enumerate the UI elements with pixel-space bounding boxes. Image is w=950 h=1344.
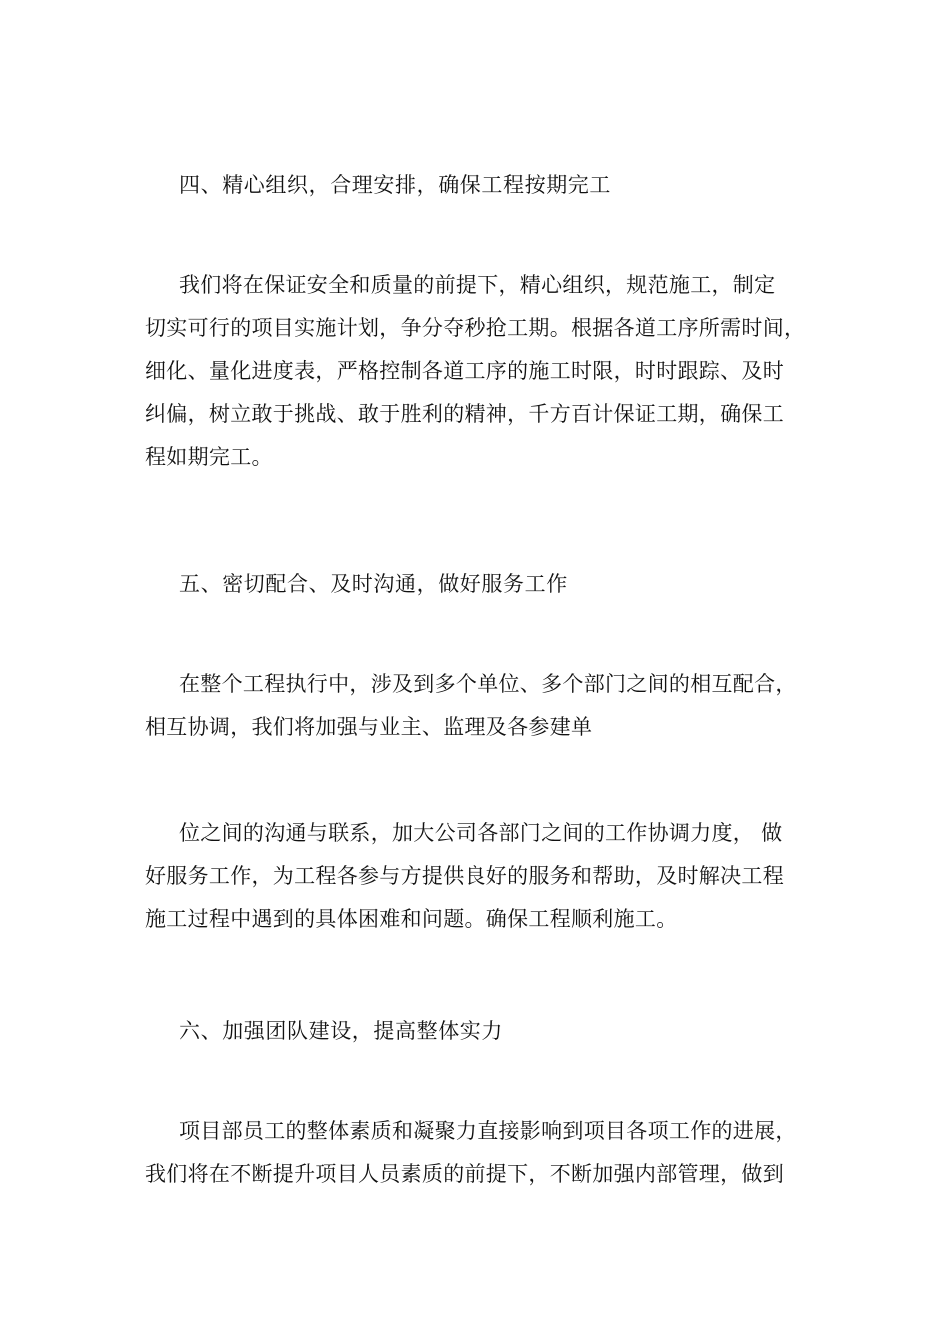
paragraph-team xyxy=(145,1110,810,1196)
paragraph-line: 项目部员工的整体素质和凝聚力直接影响到项目各项工作的进展， xyxy=(179,1119,797,1143)
paragraph-line: 纠偏，树立敢于挑战、敢于胜利的精神，千方百计保证工期，确保工 xyxy=(145,402,784,426)
paragraph-schedule xyxy=(145,264,810,479)
paragraph-line: 我们将在保证安全和质量的前提下，精心组织，规范施工，制定 xyxy=(179,273,776,297)
paragraph-line: 好服务工作，为工程各参与方提供良好的服务和帮助，及时解决工程 xyxy=(145,864,784,888)
paragraph-line: 程如期完工。 xyxy=(145,445,273,469)
paragraph-line: 施工过程中遇到的具体困难和问题。确保工程顺利施工。 xyxy=(145,907,678,931)
paragraph-line: 相互协调，我们将加强与业主、监理及各参建单 xyxy=(145,715,593,739)
paragraph-line: 我们将在不断提升项目人员素质的前提下，不断加强内部管理，做到 xyxy=(145,1162,784,1186)
section-heading-4 xyxy=(145,164,810,207)
section-heading-6 xyxy=(145,1010,810,1053)
section-heading-5 xyxy=(145,563,810,606)
paragraph-coordination xyxy=(145,663,810,749)
paragraph-line: 位之间的沟通与联系，加大公司各部门之间的工作协调力度， 做 xyxy=(179,821,783,845)
paragraph-line: 细化、量化进度表，严格控制各道工序的施工时限，时时跟踪、及时 xyxy=(145,359,784,383)
paragraph-line: 切实可行的项目实施计划，争分夺秒抢工期。根据各道工序所需时间， xyxy=(145,316,806,340)
paragraph-communication xyxy=(145,812,810,941)
heading-text: 五、密切配合、及时沟通，做好服务工作 xyxy=(179,572,568,596)
heading-text: 六、加强团队建设，提高整体实力 xyxy=(179,1019,503,1043)
paragraph-line: 在整个工程执行中，涉及到多个单位、多个部门之间的相互配合， xyxy=(179,672,797,696)
heading-text: 四、精心组织，合理安排，确保工程按期完工 xyxy=(179,173,611,197)
